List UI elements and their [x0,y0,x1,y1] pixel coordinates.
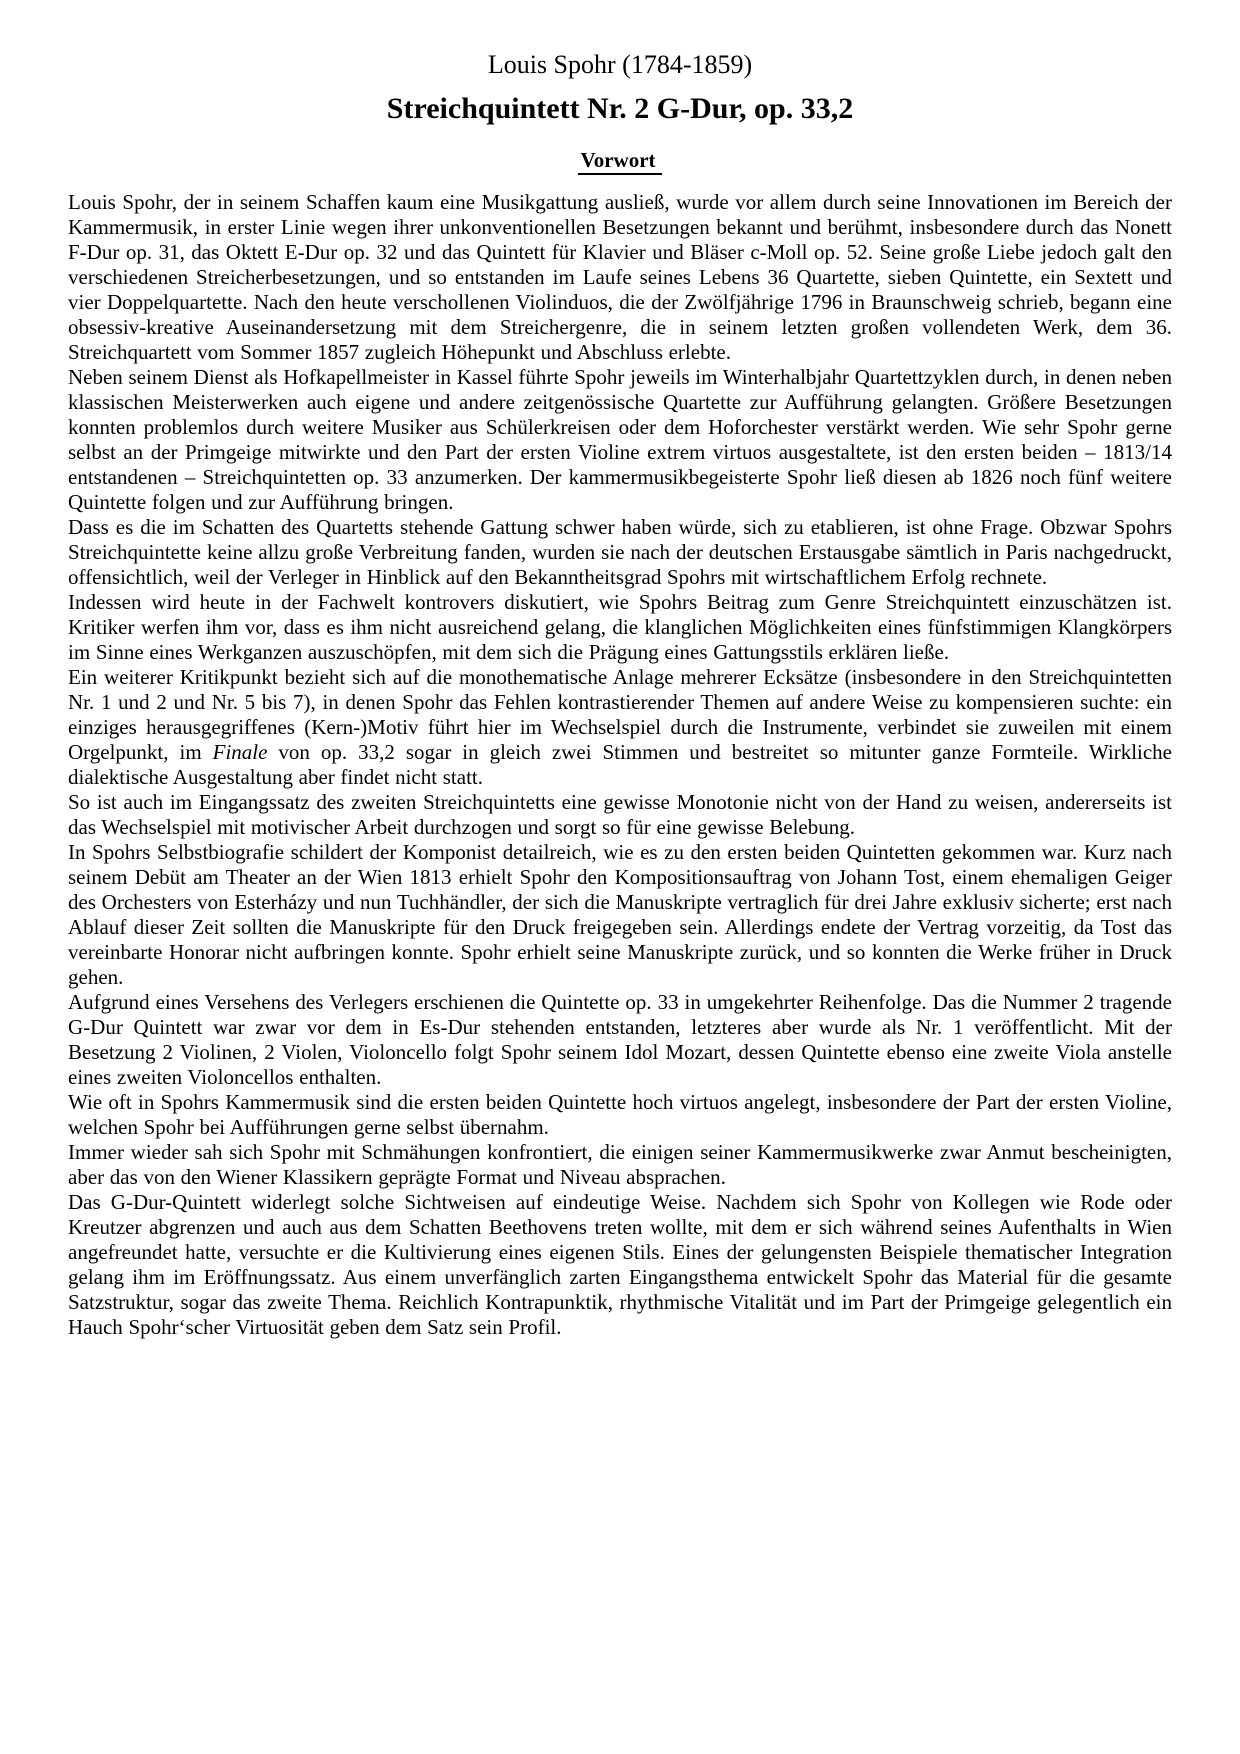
paragraph [68,990,1172,1090]
text-run: Neben seinem Dienst als Hofkapellmeister in Kassel führte Spohr jeweils im Winterhalbjahr Quartettzyklen durch, in denen neben klassischen Meisterwerken auch eigene und andere zeitgenössische Quartette zur Aufführung gelangten. Größere Besetzungen konnten problemlos durch weitere Musiker aus Schülerkreisen oder dem Hoforchester verstärkt werden. Wie sehr Spohr gerne selbst an der Primgeige mitwirkte und den Part der ersten Violine extrem virtuos ausgestaltete, ist den ersten beiden – 1813/14 entstandenen – Streichquintetten op. 33 anzumerken. Der kammermusikbegeisterte Spohr ließ diesen ab 1826 noch fünf weitere Quintette folgen und zur Aufführung bringen. [68,365,1172,514]
preface-text [68,190,1172,1340]
paragraph [68,840,1172,990]
paragraph [68,1090,1172,1140]
work-title: Streichquintett Nr. 2 G-Dur, op. 33,2 [386,92,854,125]
text-run: In Spohrs Selbstbiografie schildert der Komponist detailreich, wie es zu den ersten beiden Quintetten gekommen war. Kurz nach seinem Debüt am Theater an der Wien 1813 erhielt Spohr den Kompositionsauftrag von Johann Tost, einem ehemaligen Geiger des Orchesters von Esterházy und nun Tuchhändler, der sich die Manuskripte vertraglich für drei Jahre exklusiv sicherte; erst nach Ablauf dieser Zeit sollten die Manuskripte für den Druck freigegeben sein. Allerdings endete der Vertrag vorzeitig, da Tost das vereinbarte Honorar nicht aufbringen konnte. Spohr erhielt seine Manuskripte zurück, und so konnten die Werke früher in Druck gehen. [68,840,1172,989]
text-run: Das G-Dur-Quintett widerlegt solche Sichtweisen auf eindeutige Weise. Nachdem sich Spohr von Kollegen wie Rode oder Kreutzer abgrenzen und auch aus dem Schatten Beethovens treten wollte, mit dem er sich während seines Aufenthalts in Wien angefreundet hatte, versuchte er die Kultivierung eines eigenen Stils. Eines der gelungensten Beispiele thematischer Integration gelang ihm im Eröffnungssatz. Aus einem unverfänglich zarten Eingangsthema entwickelt Spohr das Material für die gesamte Satzstruktur, sogar das zweite Thema. Reichlich Kontrapunktik, rhythmische Vitalität und im Part der Primgeige gelegentlich ein Hauch Spohr‘scher Virtuosität geben dem Satz sein Profil. [68,1190,1172,1339]
paragraph [68,365,1172,515]
paragraph [68,515,1172,590]
text-run: Aufgrund eines Versehens des Verlegers erschienen die Quintette op. 33 in umgekehrter Reihenfolge. Das die Nummer 2 tragende G-Dur Quintett war zwar vor dem in Es-Dur stehenden entstanden, letzteres aber wurde als Nr. 1 veröffentlicht. Mit der Besetzung 2 Violinen, 2 Violen, Violoncello folgt Spohr seinem Idol Mozart, dessen Quintette ebenso eine zweite Viola anstelle eines zweiten Violoncellos enthalten. [68,990,1172,1089]
paragraph [68,590,1172,665]
section-heading-label: Vorwort [578,148,661,175]
author-line: Louis Spohr (1784-1859) [487,50,753,79]
paragraph [68,665,1172,790]
section-heading [68,148,1172,175]
paragraph [68,1190,1172,1340]
text-run: Ein weiterer Kritikpunkt bezieht sich auf die monothematische Anlage mehrerer Ecksätze (insbesondere in den Streichquintetten Nr. 1 und 2 und Nr. 5 bis 7), in denen Spohr das Fehlen kontrastierender Themen auf andere Weise zu kompensieren suchte: ein einziges herausgegriffenes (Kern-)Motiv führt hier im Wechselspiel durch die Instrumente, verbindet sie zuweilen mit einem Orgelpunkt, im [68,665,1172,764]
text-run: Dass es die im Schatten des Quartetts stehende Gattung schwer haben würde, sich zu etablieren, ist ohne Frage. Obzwar Spohrs Streichquintette keine allzu große Verbreitung fanden, wurden sie nach der deutschen Erstausgabe sämtlich in Paris nachgedruckt, offensichtlich, weil der Verleger in Hinblick auf den Bekanntheitsgrad Spohrs mit wirtschaftlichem Erfolg rechnete. [68,515,1172,589]
text-run: von op. 33,2 sogar in gleich zwei Stimmen und bestreitet so mitunter ganze Formteile. Wirkliche dialektische Ausgestaltung aber findet nicht statt. [68,740,1173,789]
paragraph [68,190,1172,365]
text-run: So ist auch im Eingangssatz des zweiten Streichquintetts eine gewisse Monotonie nicht von der Hand zu weisen, andererseits ist das Wechselspiel mit motivischer Arbeit durchzogen und sorgt so für eine gewisse Belebung. [68,790,1172,839]
text-run: Indessen wird heute in der Fachwelt kontrovers diskutiert, wie Spohrs Beitrag zum Genre Streichquintett einzuschätzen ist. Kritiker werfen ihm vor, dass es ihm nicht ausreichend gelang, die klanglichen Möglichkeiten eines fünfstimmigen Klangkörpers im Sinne eines Werkganzen auszuschöpfen, mit dem sich die Prägung eines Gattungsstils erklären ließe. [68,590,1172,664]
paragraph [68,1140,1172,1190]
text-run: Immer wieder sah sich Spohr mit Schmähungen konfrontiert, die einigen seiner Kammermusikwerke zwar Anmut bescheinigten, aber das von den Wiener Klassikern geprägte Format und Niveau absprachen. [68,1140,1172,1189]
italic-text-run: Finale [212,740,268,764]
paragraph [68,790,1172,840]
text-run: Wie oft in Spohrs Kammermusik sind die ersten beiden Quintette hoch virtuos angelegt, insbesondere der Part der ersten Violine, welchen Spohr bei Aufführungen gerne selbst übernahm. [68,1090,1172,1139]
text-run: Louis Spohr, der in seinem Schaffen kaum eine Musikgattung ausließ, wurde vor allem durch seine Innovationen im Bereich der Kammermusik, in erster Linie wegen ihrer unkonventionellen Besetzungen bekannt und berühmt, insbesondere durch das Nonett F-Dur op. 31, das Oktett E-Dur op. 32 und das Quintett für Klavier und Bläser c-Moll op. 52. Seine große Liebe jedoch galt den verschiedenen Streicherbesetzungen, und so entstanden im Laufe seines Lebens 36 Quartette, sieben Quintette, ein Sextett und vier Doppelquartette. Nach den heute verschollenen Violinduos, die der Zwölfjährige 1796 in Braunschweig schrieb, begann eine obsessiv-kreative Auseinandersetzung mit dem Streichergenre, die in seinem letzten großen vollendeten Werk, dem 36. Streichquartett vom Sommer 1857 zugleich Höhepunkt und Abschluss erlebte. [68,190,1172,364]
